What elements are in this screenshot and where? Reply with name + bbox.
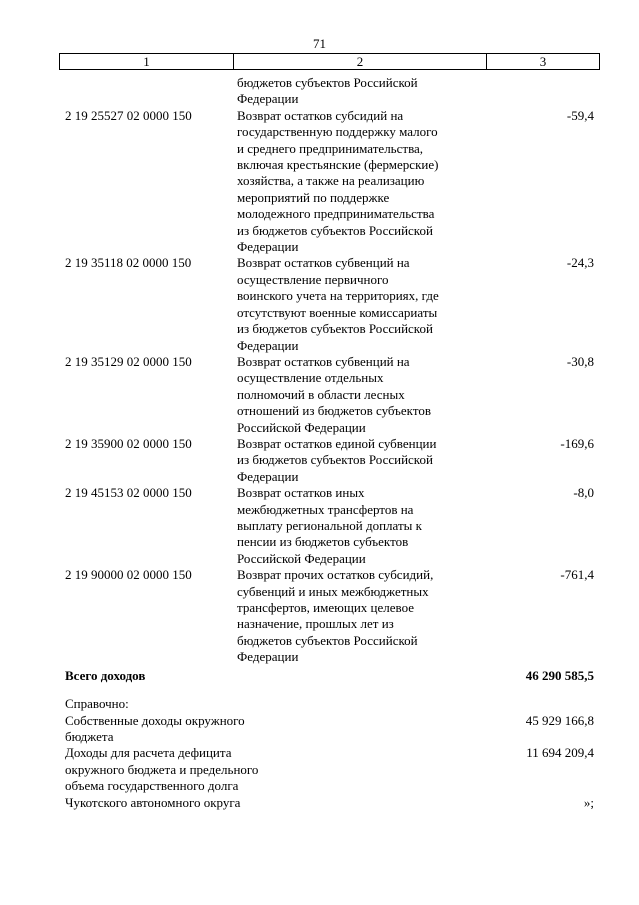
reference-row	[0, 745, 639, 811]
description-line: Федерации	[237, 91, 299, 107]
description-line: из бюджетов субъектов Российской	[237, 321, 433, 337]
description-line: бюджетов субъектов Российской	[237, 632, 418, 648]
table-header	[59, 53, 600, 70]
row-amount: -761,4	[560, 567, 594, 583]
description-line: Федерации	[237, 337, 299, 353]
total-amount: 46 290 585,5	[525, 667, 594, 683]
budget-code: 2 19 35900 02 0000 150	[65, 435, 192, 451]
reference-amount: 45 929 166,8	[525, 712, 594, 728]
row-description	[237, 436, 487, 485]
row-description	[237, 354, 487, 436]
description-line: назначение, прошлых лет из	[237, 616, 394, 632]
description-line: субвенций и иных межбюджетных	[237, 583, 429, 599]
row-description	[237, 255, 487, 353]
reference-label-line: Доходы для расчета дефицита	[65, 745, 232, 761]
reference-row	[0, 713, 639, 746]
reference-amount: 11 694 209,4	[526, 745, 594, 761]
description-line: отношений из бюджетов субъектов	[237, 403, 431, 419]
description-line: и среднего предпринимательства,	[237, 140, 424, 156]
description-line: полномочий в области лесных	[237, 386, 405, 402]
reference-label	[65, 713, 305, 746]
description-line: Российской Федерации	[237, 419, 366, 435]
document-body	[0, 75, 639, 811]
table-header-col-3: 3	[539, 54, 547, 69]
description-line: мероприятий по поддержке	[237, 189, 390, 205]
description-line: отсутствуют военные комиссариаты	[237, 304, 438, 320]
budget-code: 2 19 25527 02 0000 150	[65, 107, 192, 123]
row-amount: -169,6	[560, 435, 594, 451]
description-line: Возврат остатков иных	[237, 485, 365, 501]
reference-label-line: бюджета	[65, 729, 114, 745]
description-line: Федерации	[237, 239, 299, 255]
budget-code: 2 19 35118 02 0000 150	[65, 255, 192, 271]
description-line: Возврат остатков субвенций на	[237, 255, 410, 271]
description-line: государственную поддержку малого	[237, 124, 438, 140]
description-line: Федерации	[237, 649, 299, 665]
table-row	[0, 485, 639, 567]
table-header-col-1: 1	[60, 54, 234, 69]
reference-label-line: окружного бюджета и предельного	[65, 761, 259, 777]
description-line: из бюджетов субъектов Российской	[237, 222, 433, 238]
reference-label-line: Собственные доходы окружного	[65, 712, 245, 728]
table-row	[0, 567, 639, 665]
table-row	[0, 255, 639, 353]
table-header-col-2: 2	[234, 54, 487, 69]
budget-code: 2 19 45153 02 0000 150	[65, 485, 192, 501]
row-amount: -30,8	[566, 353, 594, 369]
description-line: воинского учета на территориях, где	[237, 288, 439, 304]
description-line: трансфертов, имеющих целевое	[237, 600, 415, 615]
reference-title: Справочно:	[65, 695, 129, 711]
description-line: бюджетов субъектов Российской	[237, 75, 418, 90]
budget-code: 2 19 35129 02 0000 150	[65, 353, 192, 369]
description-line: пенсии из бюджетов субъектов	[237, 534, 409, 550]
total-row	[0, 668, 639, 688]
table-row	[0, 354, 639, 436]
row-amount: -8,0	[573, 485, 594, 501]
reference-label-line: Чукотского автономного округа	[65, 794, 241, 810]
table-row	[0, 75, 639, 108]
description-line: хозяйства, а также на реализацию	[237, 173, 425, 189]
row-amount: -24,3	[566, 255, 594, 271]
description-line: Возврат остатков субсидий на	[237, 107, 404, 123]
description-line: осуществление отдельных	[237, 370, 384, 386]
description-line: Возврат остатков субвенций на	[237, 353, 410, 369]
description-line: Российской Федерации	[237, 550, 366, 566]
description-line: Возврат прочих остатков субсидий,	[237, 567, 434, 583]
table-row	[0, 436, 639, 485]
description-line: молодежного предпринимательства	[237, 206, 435, 222]
closing-quote: »;	[583, 794, 594, 810]
row-description	[237, 75, 487, 108]
row-description	[237, 567, 487, 665]
description-line: осуществление первичного	[237, 271, 389, 287]
row-description	[237, 108, 487, 256]
reference-label	[65, 745, 305, 811]
description-line: включая крестьянские (фермерские)	[237, 157, 439, 173]
description-line: выплату региональной доплаты к	[237, 517, 422, 533]
total-label: Всего доходов	[65, 667, 146, 683]
description-line: Федерации	[237, 468, 299, 484]
row-description	[237, 485, 487, 567]
page-number: 71	[313, 36, 326, 51]
description-line: межбюджетных трансфертов на	[237, 501, 414, 517]
budget-code: 2 19 90000 02 0000 150	[65, 567, 192, 583]
description-line: Возврат остатков единой субвенции	[237, 435, 437, 451]
reference-label-line: объема государственного долга	[65, 778, 239, 794]
table-row	[0, 108, 639, 256]
row-amount: -59,4	[566, 107, 594, 123]
description-line: из бюджетов субъектов Российской	[237, 452, 433, 468]
